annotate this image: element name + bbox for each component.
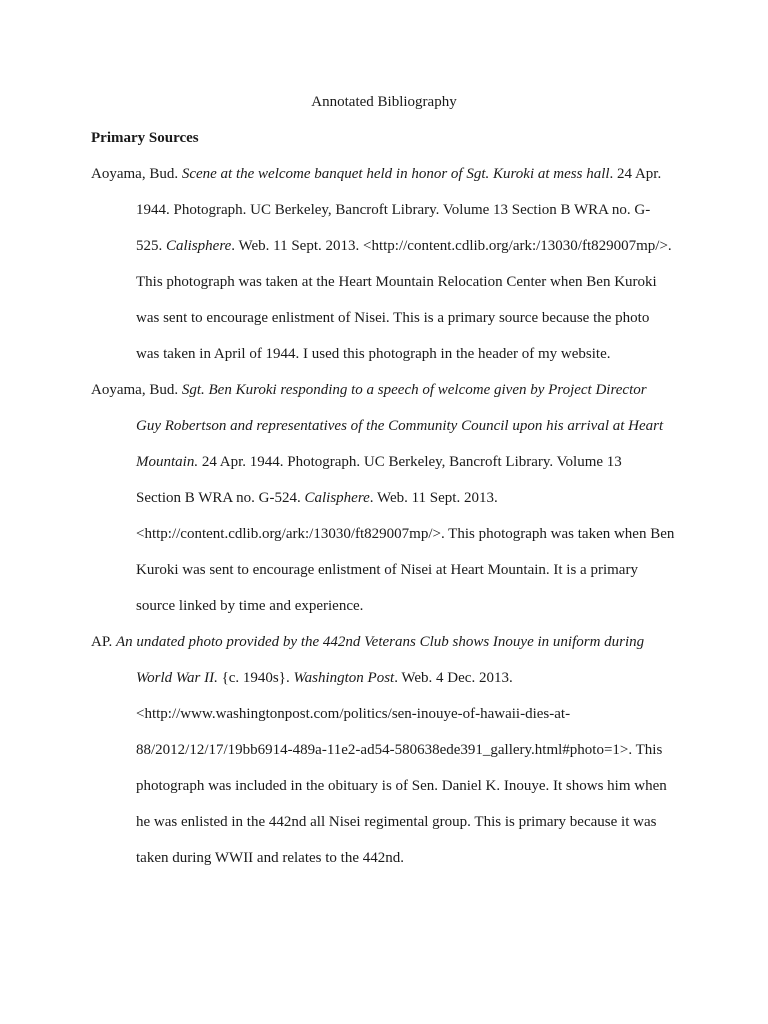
entry-text: was taken in April of 1944. I used this photograph in the header of my website.	[136, 346, 611, 362]
italic-title-text: Mountain.	[136, 454, 199, 470]
italic-title-text: World War II.	[136, 670, 218, 686]
entry-line	[136, 488, 498, 508]
italic-title-text: Guy Robertson and representatives of the Community Council upon his arrival at Heart	[136, 418, 664, 434]
entry-line	[136, 704, 570, 724]
entry-line	[91, 380, 647, 400]
entry-line	[136, 200, 650, 220]
entry-text: 88/2012/12/17/19bb6914-489a-11e2-ad54-580638ede391_gallery.html#photo=1>. This	[136, 742, 663, 758]
entry-text: 24 Apr. 1944. Photograph. UC Berkeley, Bancroft Library. Volume 13	[198, 454, 622, 470]
entry-text: . 24 Apr.	[609, 166, 662, 182]
entry-line	[136, 308, 649, 328]
entry-text: <http://www.washingtonpost.com/politics/sen-inouye-of-hawaii-dies-at-	[136, 706, 571, 722]
entry-line	[136, 740, 662, 760]
entry-line	[136, 668, 513, 688]
entry-text: 525.	[136, 238, 166, 254]
italic-title-text: Calisphere	[304, 490, 370, 506]
entry-text: was sent to encourage enlistment of Nisei. This is a primary source because the photo	[136, 310, 650, 326]
entry-line	[136, 848, 404, 868]
entry-line	[136, 776, 667, 796]
entry-line	[136, 416, 663, 436]
entry-text: he was enlisted in the 442nd all Nisei regimental group. This is primary because it was	[136, 814, 657, 830]
entry-line	[136, 812, 656, 832]
entry-text: 1944. Photograph. UC Berkeley, Bancroft Library. Volume 13 Section B WRA no. G-	[136, 202, 651, 218]
entry-line	[136, 236, 672, 256]
entry-line	[136, 524, 674, 544]
entry-text: Kuroki was sent to encourage enlistment of Nisei at Heart Mountain. It is a primary	[136, 562, 638, 578]
italic-title-text: Sgt. Ben Kuroki responding to a speech of welcome given by Project Director	[181, 382, 647, 398]
entry-text: This photograph was taken at the Heart Mountain Relocation Center when Ben Kuroki	[136, 274, 657, 290]
entry-text: {c. 1940s}.	[217, 670, 294, 686]
entry-line	[136, 344, 611, 364]
entry-line	[91, 632, 644, 652]
italic-title-text: Washington Post	[293, 670, 395, 686]
entry-text: Section B WRA no. G-524.	[136, 490, 305, 506]
section-heading: Primary Sources	[91, 130, 199, 146]
entry-line	[136, 452, 622, 472]
entry-text: Aoyama, Bud.	[91, 382, 182, 398]
entry-text: photograph was included in the obituary is of Sen. Daniel K. Inouye. It shows him when	[136, 778, 667, 794]
italic-title-text: An undated photo provided by the 442nd Veterans Club shows Inouye in uniform during	[116, 634, 645, 650]
entry-text: . Web. 11 Sept. 2013. <http://content.cdlib.org/ark:/13030/ft829007mp/>.	[231, 238, 672, 254]
entry-line	[136, 596, 363, 616]
entry-text: . Web. 11 Sept. 2013.	[369, 490, 498, 506]
italic-title-text: Scene at the welcome banquet held in honor of Sgt. Kuroki at mess hall	[181, 166, 610, 182]
entry-line	[136, 560, 638, 580]
entry-text: . Web. 4 Dec. 2013.	[394, 670, 513, 686]
italic-title-text: Calisphere	[166, 238, 232, 254]
entry-text: <http://content.cdlib.org/ark:/13030/ft829007mp/>. This photograph was taken when Ben	[136, 526, 675, 542]
entry-text: taken during WWII and relates to the 442nd.	[136, 850, 404, 866]
entry-text: Aoyama, Bud.	[91, 166, 182, 182]
entry-line	[136, 272, 657, 292]
entry-text: AP.	[91, 634, 117, 650]
page-title: Annotated Bibliography	[311, 94, 457, 110]
entry-line	[91, 164, 661, 184]
entry-text: source linked by time and experience.	[136, 598, 364, 614]
